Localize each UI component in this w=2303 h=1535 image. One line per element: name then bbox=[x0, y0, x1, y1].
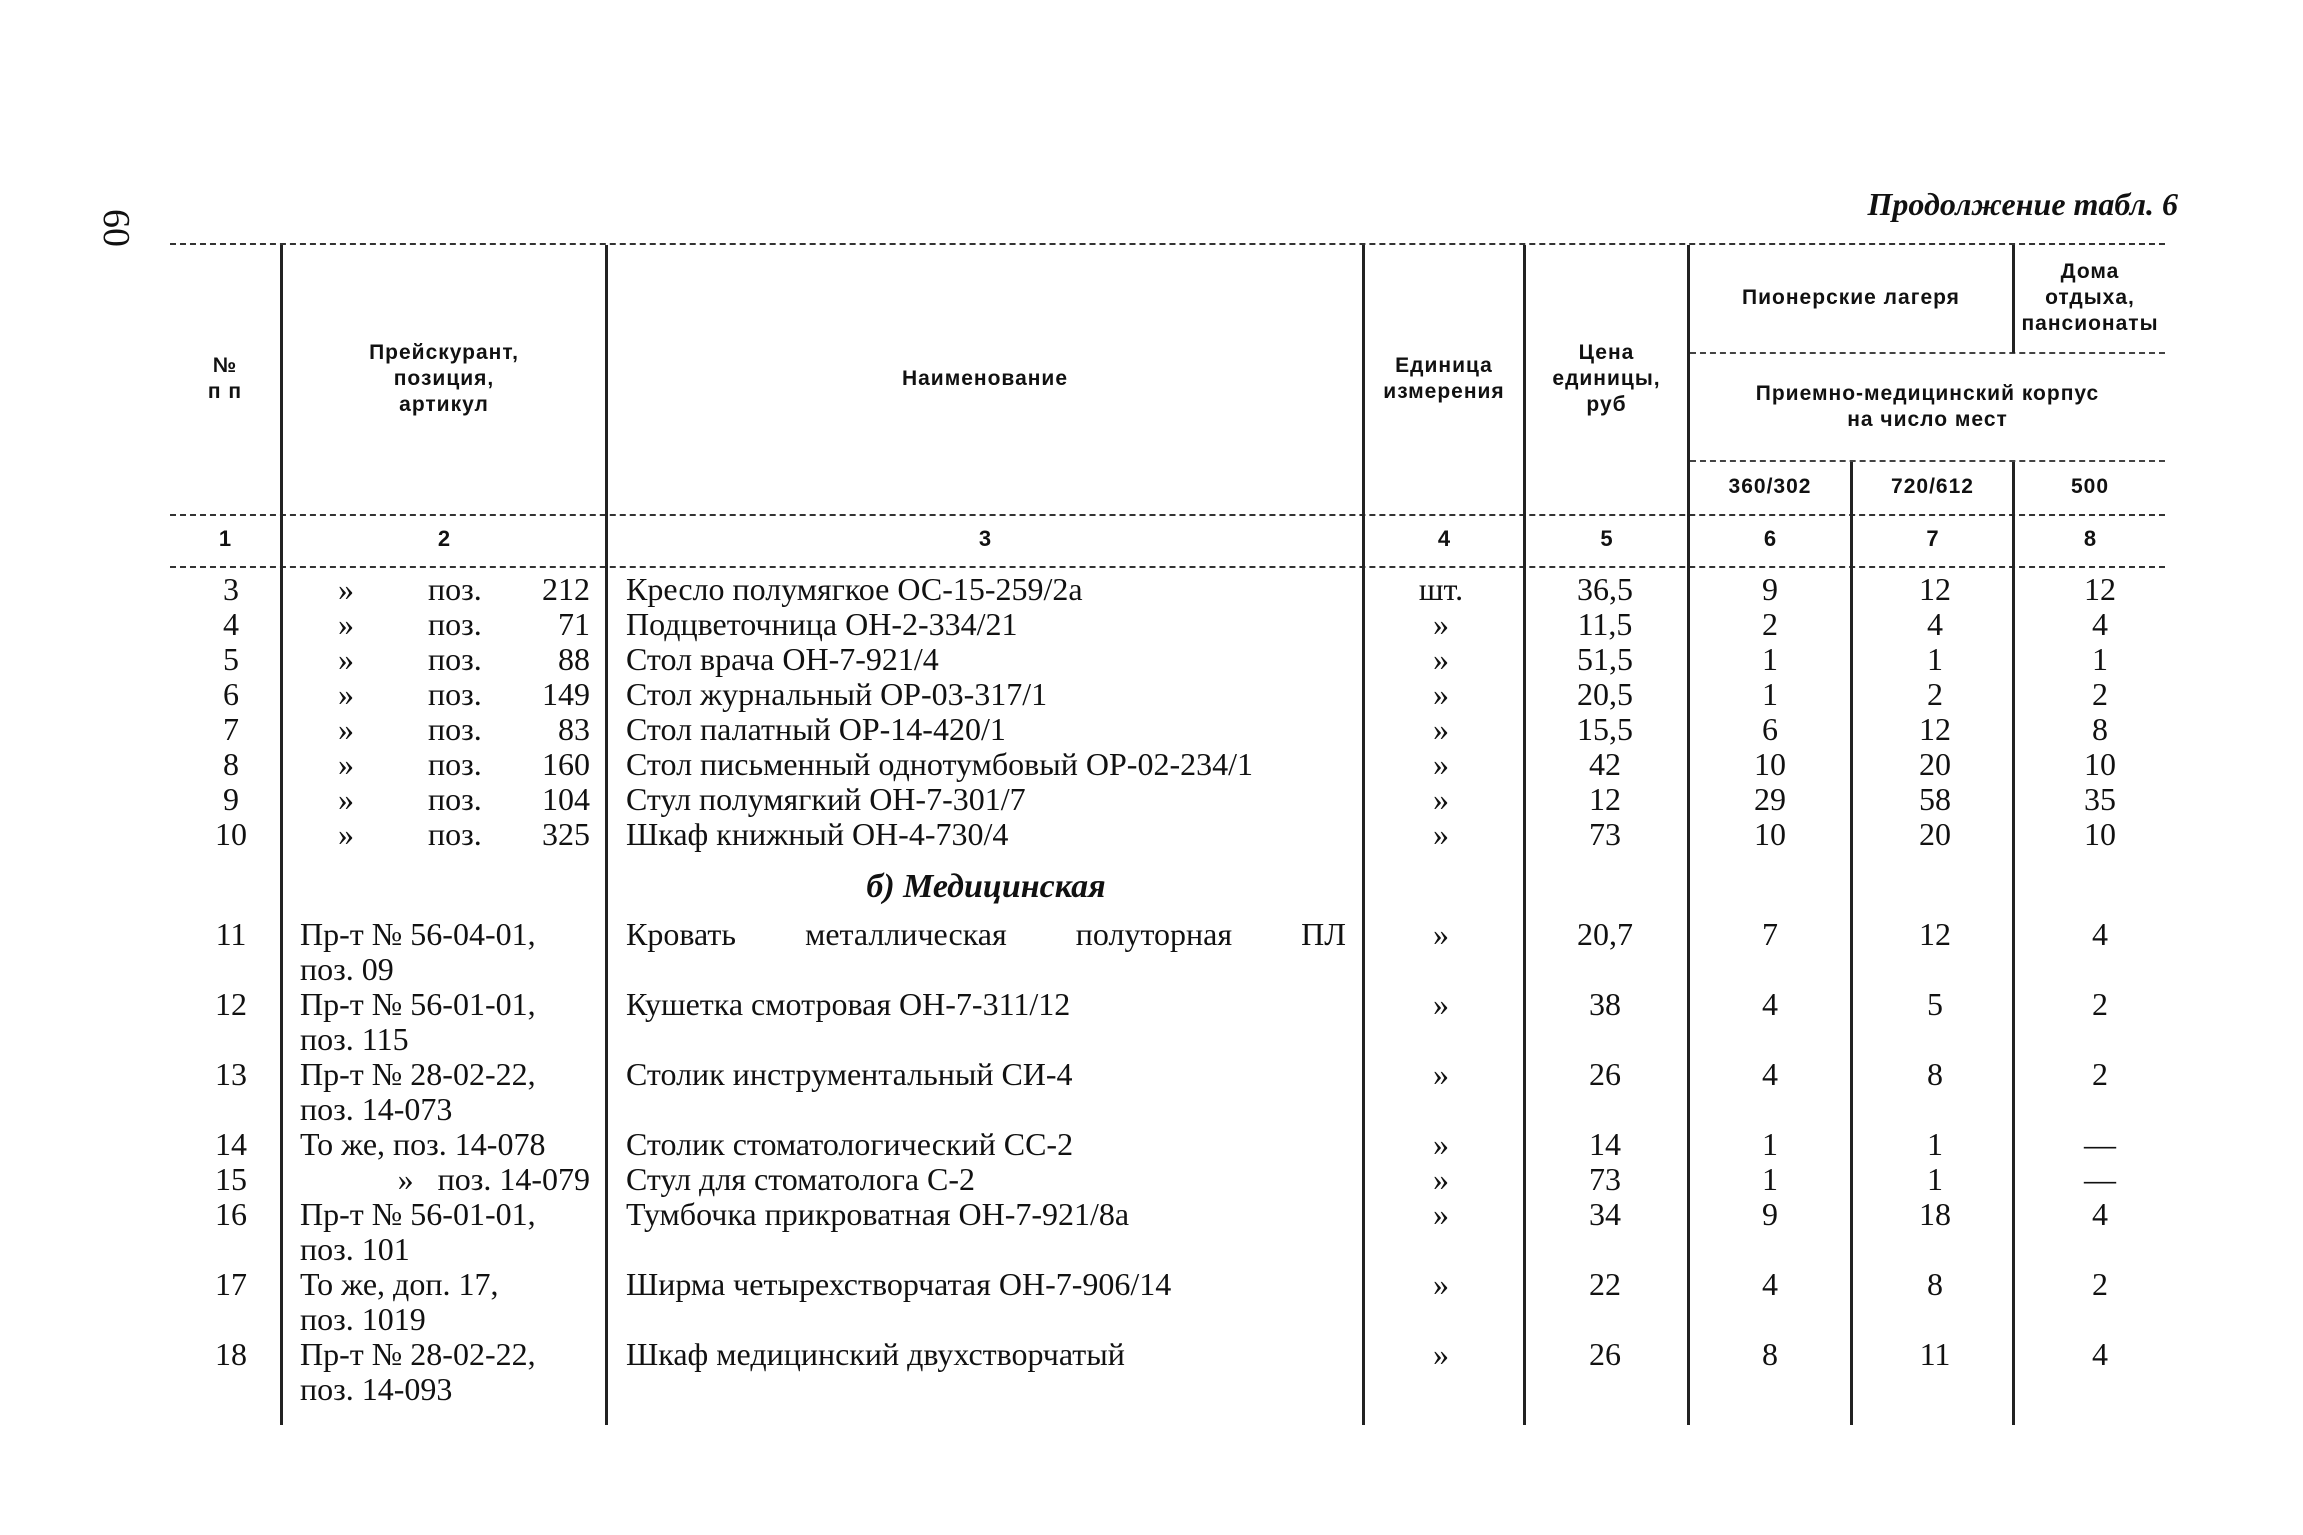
header-number: № п п bbox=[207, 353, 243, 403]
ditto-mark: » bbox=[338, 781, 354, 817]
price-list-ref bbox=[300, 1337, 590, 1407]
unit: » bbox=[1433, 1126, 1449, 1162]
qty-500: 12 bbox=[2084, 571, 2116, 607]
position-number: 212 bbox=[542, 571, 590, 607]
qty-360: 2 bbox=[1762, 606, 1778, 642]
header-capacity-360: 360/302 bbox=[1728, 474, 1812, 498]
unit: » bbox=[1433, 606, 1449, 642]
price-list-ref-line1: Пр-т № 28-02-22, bbox=[300, 1336, 536, 1372]
unit: » bbox=[1433, 1056, 1449, 1092]
unit-price: 20,5 bbox=[1577, 676, 1633, 712]
column-number-rule bbox=[170, 566, 2165, 568]
unit-price: 73 bbox=[1589, 816, 1621, 852]
position-number: 104 bbox=[542, 781, 590, 817]
qty-720: 58 bbox=[1919, 781, 1951, 817]
page-number: 60 bbox=[95, 209, 137, 247]
ditto-mark: » bbox=[338, 816, 354, 852]
row-number: 15 bbox=[215, 1161, 247, 1197]
item-name: Стол письменный однотумбовый ОР-02-234/1 bbox=[626, 746, 1253, 782]
unit-price: 11,5 bbox=[1577, 606, 1633, 642]
qty-360: 4 bbox=[1762, 1266, 1778, 1302]
qty-720: 12 bbox=[1919, 711, 1951, 747]
price-list-ref-line2: поз. 115 bbox=[300, 1021, 409, 1057]
row-number: 7 bbox=[223, 711, 239, 747]
qty-720: 18 bbox=[1919, 1196, 1951, 1232]
row-number: 8 bbox=[223, 746, 239, 782]
row-number: 11 bbox=[215, 916, 247, 952]
unit-price: 38 bbox=[1589, 986, 1621, 1022]
column-number: 3 bbox=[978, 526, 992, 551]
position-number: 149 bbox=[542, 676, 590, 712]
qty-720: 1 bbox=[1927, 641, 1943, 677]
item-name bbox=[626, 917, 1346, 952]
item-name: Кушетка смотровая ОН-7-311/12 bbox=[626, 986, 1071, 1022]
unit-price: 34 bbox=[1589, 1196, 1621, 1232]
qty-360: 8 bbox=[1762, 1336, 1778, 1372]
position-label: поз. bbox=[428, 641, 482, 677]
row-number: 6 bbox=[223, 676, 239, 712]
position-label: поз. bbox=[428, 746, 482, 782]
unit: » bbox=[1433, 676, 1449, 712]
column-number: 6 bbox=[1763, 526, 1777, 551]
position-number: 325 bbox=[542, 816, 590, 852]
price-list-ref bbox=[300, 1127, 590, 1162]
section-heading-medical: б) Медицинская bbox=[866, 868, 1106, 905]
item-name: Ширма четырехстворчатая ОН-7-906/14 bbox=[626, 1266, 1172, 1302]
qty-360: 9 bbox=[1762, 1196, 1778, 1232]
qty-720: 12 bbox=[1919, 571, 1951, 607]
qty-720: 20 bbox=[1919, 746, 1951, 782]
qty-500: 10 bbox=[2084, 746, 2116, 782]
qty-500: 2 bbox=[2092, 676, 2108, 712]
item-name-word: Кровать bbox=[626, 916, 736, 952]
qty-360: 1 bbox=[1762, 676, 1778, 712]
item-name: Кресло полумягкое ОС-15-259/2а bbox=[626, 571, 1083, 607]
qty-720: 2 bbox=[1927, 676, 1943, 712]
row-number: 5 bbox=[223, 641, 239, 677]
item-name-word: полуторная bbox=[1075, 916, 1233, 952]
position-number: 71 bbox=[558, 606, 590, 642]
column-number: 5 bbox=[1600, 526, 1613, 551]
qty-720: 1 bbox=[1927, 1126, 1943, 1162]
qty-500: 4 bbox=[2092, 916, 2108, 952]
item-name-word: ПЛ bbox=[1301, 916, 1346, 952]
header-capacity-500: 500 bbox=[2070, 474, 2110, 498]
qty-720: 1 bbox=[1927, 1161, 1943, 1197]
unit-price: 20,7 bbox=[1577, 916, 1633, 952]
unit: » bbox=[1433, 916, 1449, 952]
ditto-mark: » bbox=[338, 641, 354, 677]
item-name: Стол врача ОН-7-921/4 bbox=[626, 641, 939, 677]
qty-500: 2 bbox=[2092, 986, 2108, 1022]
price-list-ref bbox=[300, 1162, 590, 1197]
price-list-ref bbox=[300, 1197, 590, 1267]
unit: » bbox=[1433, 1336, 1449, 1372]
row-number: 9 bbox=[223, 781, 239, 817]
price-list-ref-line1: » поз. 14-079 bbox=[397, 1161, 590, 1197]
qty-500: 4 bbox=[2092, 1336, 2108, 1372]
item-name: Стул полумягкий ОН-7-301/7 bbox=[626, 781, 1026, 817]
qty-720: 8 bbox=[1927, 1266, 1943, 1302]
unit-price: 51,5 bbox=[1577, 641, 1633, 677]
qty-720: 20 bbox=[1919, 816, 1951, 852]
row-number: 3 bbox=[223, 571, 239, 607]
qty-360: 29 bbox=[1754, 781, 1786, 817]
row-number: 17 bbox=[215, 1266, 247, 1302]
qty-360: 9 bbox=[1762, 571, 1778, 607]
ditto-mark: » bbox=[338, 746, 354, 782]
qty-720: 11 bbox=[1919, 1336, 1951, 1372]
qty-500: 35 bbox=[2084, 781, 2116, 817]
row-number: 18 bbox=[215, 1336, 247, 1372]
unit: » bbox=[1433, 641, 1449, 677]
column-number: 4 bbox=[1437, 526, 1451, 551]
ditto-mark: » bbox=[338, 676, 354, 712]
qty-500: 1 bbox=[2092, 641, 2108, 677]
position-number: 88 bbox=[558, 641, 590, 677]
price-list-ref-line2: поз. 14-073 bbox=[300, 1091, 453, 1127]
price-list-ref-line1: То же, поз. 14-078 bbox=[300, 1126, 546, 1162]
unit-price: 22 bbox=[1589, 1266, 1621, 1302]
unit-price: 36,5 bbox=[1577, 571, 1633, 607]
qty-360: 7 bbox=[1762, 916, 1778, 952]
item-name: Стул для стоматолога С-2 bbox=[626, 1161, 976, 1197]
qty-360: 1 bbox=[1762, 1161, 1778, 1197]
qty-500: 2 bbox=[2092, 1266, 2108, 1302]
row-number: 14 bbox=[215, 1126, 247, 1162]
header-medical-building: Приемно-медицинский корпус на число мест bbox=[1755, 381, 2100, 431]
qty-360: 10 bbox=[1754, 816, 1786, 852]
column-number: 7 bbox=[1926, 526, 1939, 551]
position-label: поз. bbox=[428, 606, 482, 642]
unit: » bbox=[1433, 1161, 1449, 1197]
price-list-ref-line1: Пр-т № 56-04-01, bbox=[300, 916, 536, 952]
price-list-ref-line2: поз. 09 bbox=[300, 951, 394, 987]
unit-price: 26 bbox=[1589, 1336, 1621, 1372]
unit-price: 73 bbox=[1589, 1161, 1621, 1197]
column-number: 1 bbox=[218, 526, 232, 551]
unit-price: 12 bbox=[1589, 781, 1621, 817]
unit: » bbox=[1433, 1266, 1449, 1302]
qty-360: 4 bbox=[1762, 1056, 1778, 1092]
position-label: поз. bbox=[428, 571, 482, 607]
unit: » bbox=[1433, 781, 1449, 817]
row-number: 16 bbox=[215, 1196, 247, 1232]
unit-price: 14 bbox=[1589, 1126, 1621, 1162]
item-name-word: металлическая bbox=[805, 916, 1007, 952]
price-list-ref-line2: поз. 14-093 bbox=[300, 1371, 453, 1407]
qty-360: 6 bbox=[1762, 711, 1778, 747]
item-name: Шкаф медицинский двухстворчатый bbox=[626, 1336, 1125, 1372]
row-number: 13 bbox=[215, 1056, 247, 1092]
qty-500: — bbox=[2084, 1161, 2116, 1197]
table-caption: Продолжение табл. 6 bbox=[1867, 186, 2178, 222]
header-name: Наименование bbox=[901, 366, 1069, 390]
row-number: 4 bbox=[223, 606, 239, 642]
unit: шт. bbox=[1418, 571, 1464, 607]
position-number: 160 bbox=[542, 746, 590, 782]
position-label: поз. bbox=[428, 781, 482, 817]
column-number: 2 bbox=[437, 526, 451, 551]
header-price-list: Прейскурант, позиция, артикул bbox=[369, 340, 519, 417]
unit: » bbox=[1433, 816, 1449, 852]
col-divider-6 bbox=[1850, 462, 1853, 1425]
item-name: Столик стоматологический СС-2 bbox=[626, 1126, 1074, 1162]
header-unit: Единица измерения bbox=[1383, 353, 1505, 403]
qty-500: 4 bbox=[2092, 606, 2108, 642]
qty-500: 8 bbox=[2092, 711, 2108, 747]
row-number: 10 bbox=[215, 816, 247, 852]
ditto-mark: » bbox=[338, 606, 354, 642]
header-bottom-rule bbox=[170, 514, 2165, 516]
item-name: Стол журнальный ОР-03-317/1 bbox=[626, 676, 1048, 712]
header-rest-homes: Дома отдыха, пансионаты bbox=[2021, 259, 2159, 336]
header-pioneer-camps: Пионерские лагеря bbox=[1742, 285, 1960, 309]
unit-price: 15,5 bbox=[1577, 711, 1633, 747]
position-label: поз. bbox=[428, 676, 482, 712]
price-list-ref-line2: поз. 101 bbox=[300, 1231, 410, 1267]
position-label: поз. bbox=[428, 711, 482, 747]
price-list-ref bbox=[300, 1057, 590, 1127]
qty-720: 5 bbox=[1927, 986, 1943, 1022]
qty-720: 4 bbox=[1927, 606, 1943, 642]
qty-500: 2 bbox=[2092, 1056, 2108, 1092]
item-name: Стол палатный ОР-14-420/1 bbox=[626, 711, 1006, 747]
row-number: 12 bbox=[215, 986, 247, 1022]
price-list-ref bbox=[300, 987, 590, 1057]
item-name: Тумбочка прикроватная ОН-7-921/8а bbox=[626, 1196, 1130, 1232]
qty-500: 4 bbox=[2092, 1196, 2108, 1232]
unit: » bbox=[1433, 1196, 1449, 1232]
price-list-ref-line1: Пр-т № 56-01-01, bbox=[300, 986, 536, 1022]
header-capacity-720: 720/612 bbox=[1891, 474, 1974, 498]
qty-360: 10 bbox=[1754, 746, 1786, 782]
position-label: поз. bbox=[428, 816, 482, 852]
item-name: Подцветочница ОН-2-334/21 bbox=[626, 606, 1018, 642]
price-list-ref bbox=[300, 1267, 590, 1337]
item-name: Шкаф книжный ОН-4-730/4 bbox=[626, 816, 1009, 852]
unit: » bbox=[1433, 986, 1449, 1022]
position-number: 83 bbox=[558, 711, 590, 747]
item-name: Столик инструментальный СИ-4 bbox=[626, 1056, 1073, 1092]
unit: » bbox=[1433, 711, 1449, 747]
qty-360: 4 bbox=[1762, 986, 1778, 1022]
price-list-ref bbox=[300, 917, 590, 987]
unit-price: 26 bbox=[1589, 1056, 1621, 1092]
ditto-mark: » bbox=[338, 711, 354, 747]
unit: » bbox=[1433, 746, 1449, 782]
qty-360: 1 bbox=[1762, 1126, 1778, 1162]
price-list-ref-line1: Пр-т № 56-01-01, bbox=[300, 1196, 536, 1232]
qty-500: — bbox=[2084, 1126, 2116, 1162]
column-number: 8 bbox=[2083, 526, 2097, 551]
ditto-mark: » bbox=[338, 571, 354, 607]
unit-price: 42 bbox=[1589, 746, 1621, 782]
qty-500: 10 bbox=[2084, 816, 2116, 852]
price-list-ref-line2: поз. 1019 bbox=[300, 1301, 426, 1337]
qty-720: 12 bbox=[1919, 916, 1951, 952]
price-list-ref-line1: То же, доп. 17, bbox=[300, 1266, 499, 1302]
header-price: Цена единицы, руб bbox=[1552, 340, 1661, 417]
qty-720: 8 bbox=[1927, 1056, 1943, 1092]
qty-360: 1 bbox=[1762, 641, 1778, 677]
price-list-ref-line1: Пр-т № 28-02-22, bbox=[300, 1056, 536, 1092]
